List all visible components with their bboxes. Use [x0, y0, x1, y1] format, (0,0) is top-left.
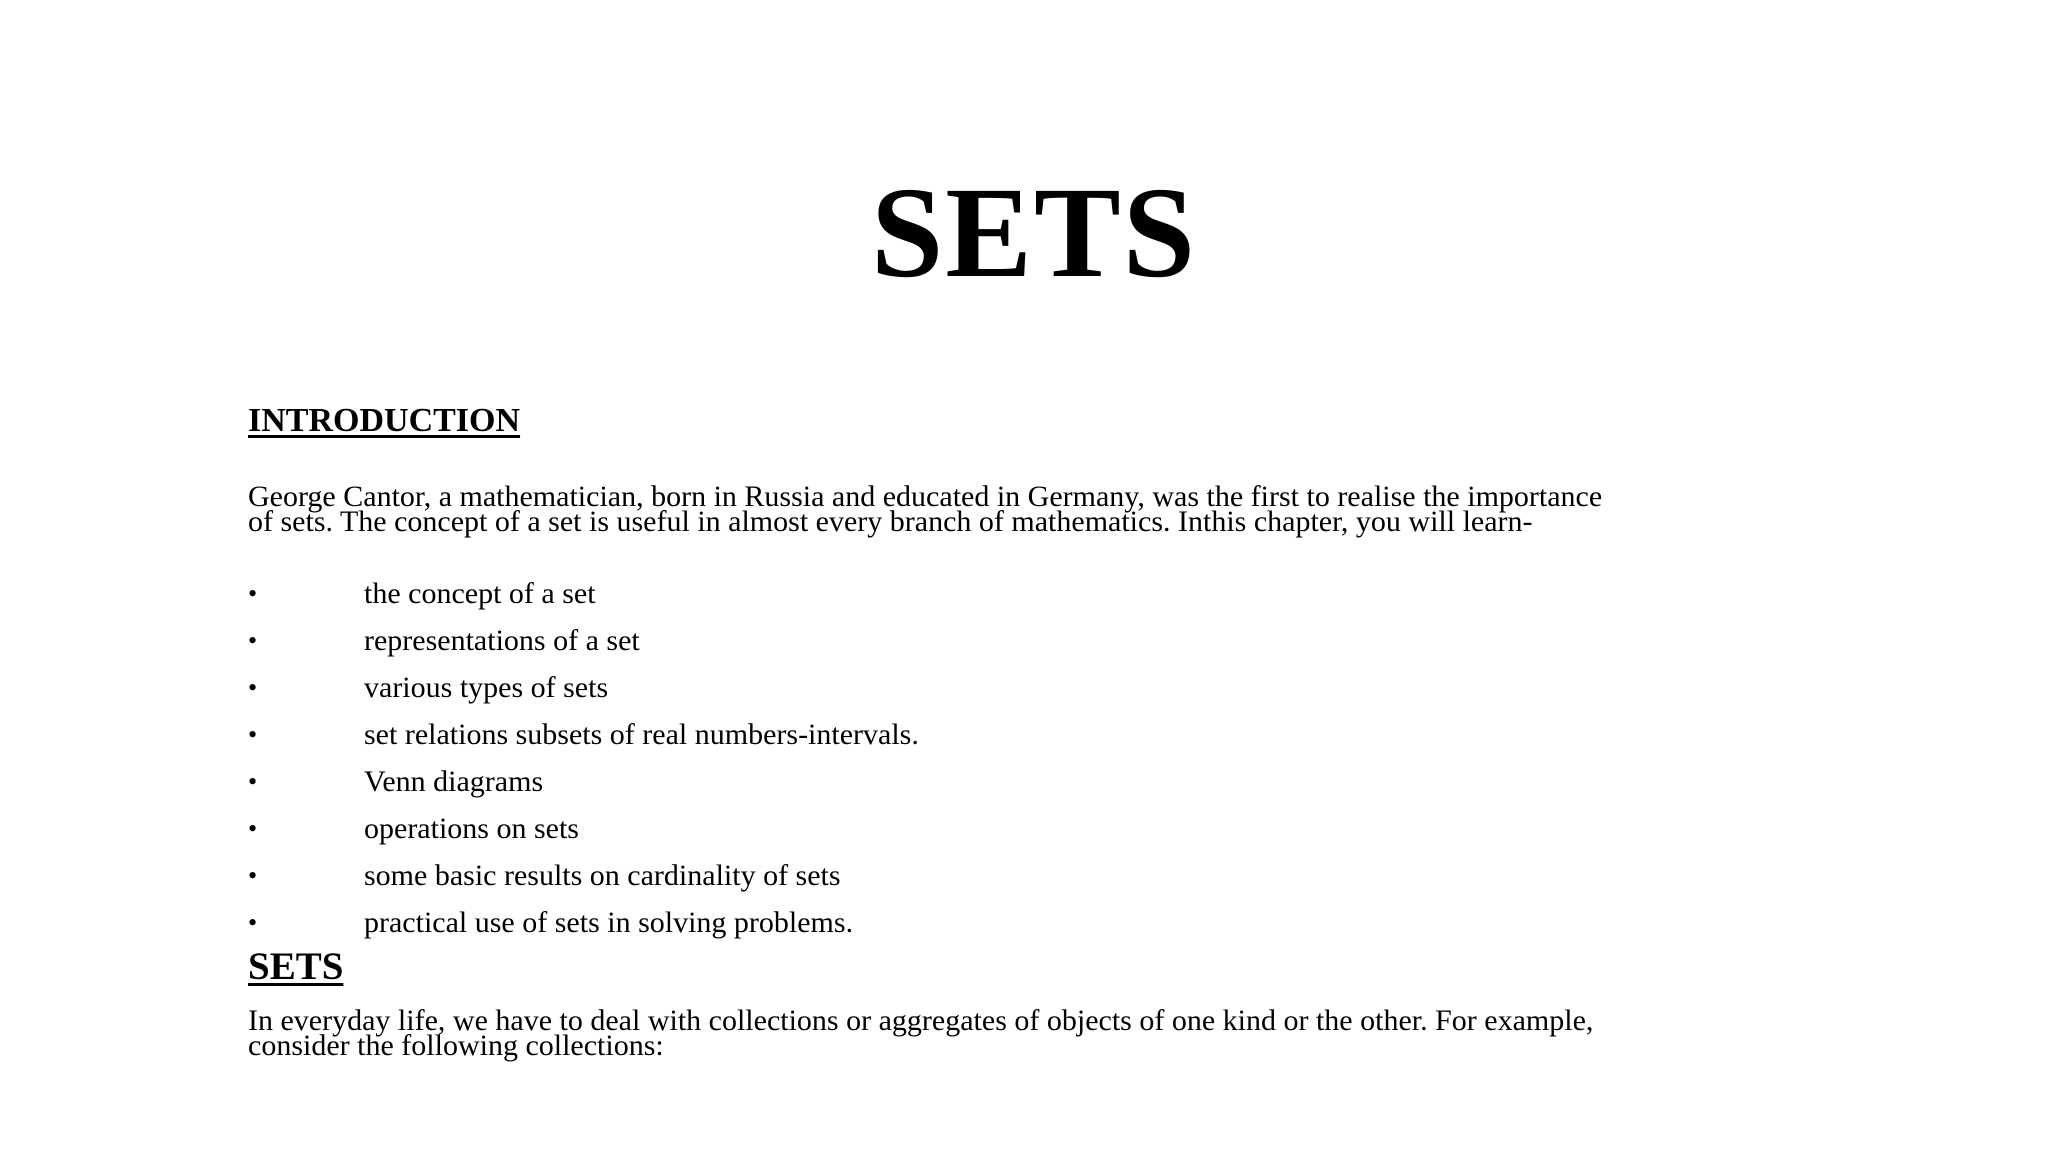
bullet-icon: •: [248, 767, 258, 796]
introduction-paragraph-line-1: George Cantor, a mathematician, born in Russia and educated in Germany, was the first to realise the importance: [248, 480, 1603, 513]
list-item-text: the concept of a set: [364, 577, 596, 610]
bullet-icon: •: [248, 673, 258, 702]
list-item-text: representations of a set: [364, 624, 640, 657]
page-title: SETS: [870, 161, 1198, 305]
list-item-text: various types of sets: [364, 671, 609, 704]
sets-heading: SETS: [248, 945, 344, 988]
sets-paragraph-line-1: In everyday life, we have to deal with collections or aggregates of objects of one kind or the other. For example,: [248, 1004, 1594, 1037]
list-item-text: set relations subsets of real numbers-intervals.: [364, 718, 919, 751]
sets-paragraph-line-2: consider the following collections:: [248, 1029, 664, 1062]
introduction-heading: INTRODUCTION: [248, 402, 521, 439]
list-item-text: practical use of sets in solving problems.: [364, 906, 854, 939]
bullet-icon: •: [248, 720, 258, 749]
introduction-paragraph-line-2: of sets. The concept of a set is useful in almost every branch of mathematics. Inthis chapter, you will learn-: [248, 505, 1533, 538]
sets-paragraph: [248, 1004, 1808, 1062]
bullet-icon: •: [248, 908, 258, 937]
bullet-icon: •: [248, 626, 258, 655]
list-item-text: Venn diagrams: [364, 765, 544, 798]
introduction-paragraph: [248, 480, 1808, 538]
bullet-icon: •: [248, 861, 258, 890]
list-item-text: some basic results on cardinality of sets: [364, 859, 841, 892]
bullet-icon: •: [248, 579, 258, 608]
bullet-icon: •: [248, 814, 258, 843]
list-item-text: operations on sets: [364, 812, 579, 845]
